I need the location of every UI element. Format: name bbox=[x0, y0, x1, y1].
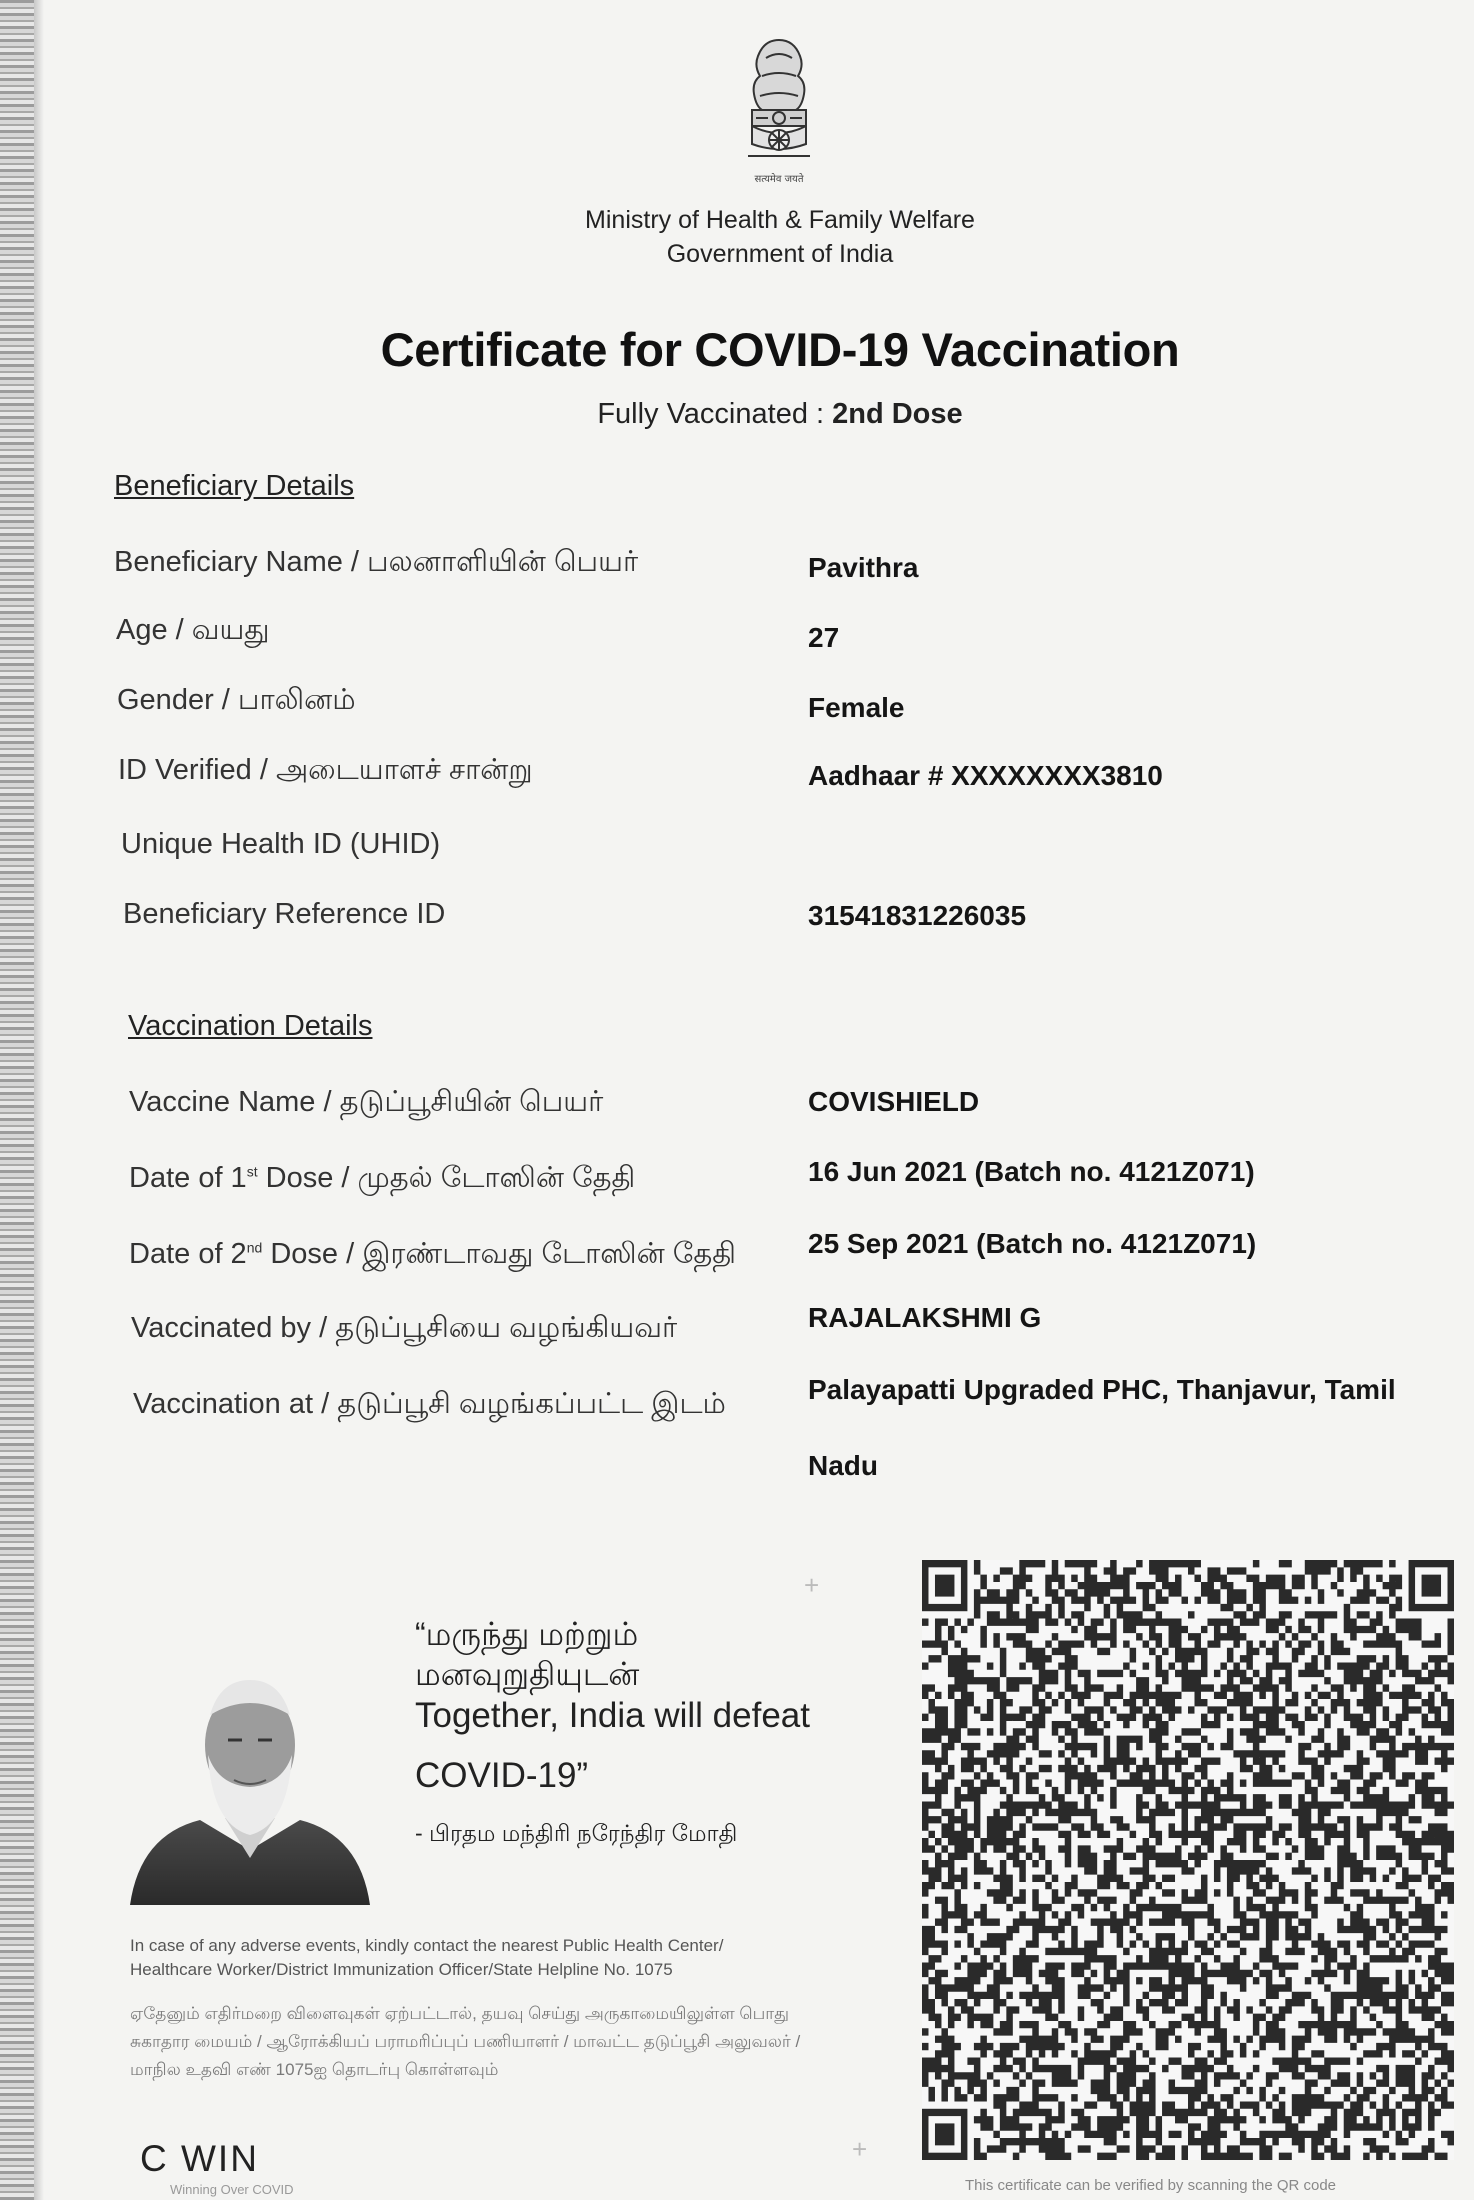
vaccination-status bbox=[440, 398, 1120, 431]
gender-value: Female bbox=[808, 692, 905, 723]
qr-code[interactable] bbox=[922, 1560, 1454, 2160]
certificate-title: Certificate for COVID-19 Vaccination bbox=[380, 323, 1180, 376]
beneficiary-reference-label: Beneficiary Reference ID bbox=[123, 898, 446, 930]
helpline-english-line2: Healthcare Worker/District Immunization Officer/State Helpline No. 1075 bbox=[130, 1960, 673, 1979]
registration-mark-icon: + bbox=[804, 1570, 820, 1600]
vaccination-details-heading: Vaccination Details bbox=[128, 1010, 373, 1042]
helpline-english-line1: In case of any adverse events, kindly contact the nearest Public Health Center/ bbox=[130, 1936, 724, 1955]
vaccinated-by-value: RAJALAKSHMI G bbox=[808, 1302, 1042, 1333]
helpline-tamil-line3: மாநில உதவி எண் 1075ஐ தொடர்பு கொள்ளவும் bbox=[130, 2060, 499, 2079]
cowin-logo: C WIN bbox=[140, 2138, 259, 2179]
portrait-image bbox=[130, 1660, 370, 1905]
second-dose-label: Date of 2nd Dose / இரண்டாவது டோஸின் தேதி bbox=[129, 1238, 737, 1270]
quote-tamil-line2: மனவுறுதியுடன் bbox=[415, 1656, 640, 1692]
second-dose-value: 25 Sep 2021 (Batch no. 4121Z071) bbox=[808, 1228, 1257, 1259]
ministry-name: Ministry of Health & Family Welfare bbox=[585, 206, 975, 234]
uhid-label: Unique Health ID (UHID) bbox=[121, 828, 441, 860]
status-value: 2nd Dose bbox=[832, 398, 963, 430]
quote-english-line2: COVID-19” bbox=[415, 1756, 589, 1795]
cowin-tagline: Winning Over COVID bbox=[170, 2182, 294, 2197]
qr-verify-note: This certificate can be verified by scanning the QR code bbox=[965, 2177, 1337, 2194]
vaccine-name-label: Vaccine Name / தடுப்பூசியின் பெயர் bbox=[129, 1086, 604, 1118]
vaccinated-by-label: Vaccinated by / தடுப்பூசியை வழங்கியவர் bbox=[131, 1312, 678, 1344]
vaccination-at-value-line1: Palayapatti Upgraded PHC, Thanjavur, Tamil bbox=[808, 1374, 1396, 1405]
id-verified-label: ID Verified / அடையாளச் சான்று bbox=[118, 754, 533, 786]
helpline-tamil-line1: ஏதேனும் எதிர்மறை விளைவுகள் ஏற்பட்டால், தயவு செய்து அருகாமையிலுள்ள பொது bbox=[130, 2004, 789, 2023]
age-label: Age / வயது bbox=[116, 614, 270, 646]
beneficiary-name-label: Beneficiary Name / பலனாளியின் பெயர் bbox=[114, 546, 639, 578]
status-label: Fully Vaccinated : bbox=[597, 398, 825, 430]
emblem-motto: सत्यमेव जयते bbox=[754, 174, 804, 185]
scanned-page-edge bbox=[0, 0, 34, 2200]
government-name: Government of India bbox=[666, 240, 894, 268]
vaccination-at-label: Vaccination at / தடுப்பூசி வழங்கப்பட்ட இடம் bbox=[133, 1388, 726, 1420]
quote-tamil-line1: “மருந்து மற்றும் bbox=[415, 1616, 639, 1652]
gender-label: Gender / பாலினம் bbox=[117, 684, 356, 716]
registration-mark-icon-2: + bbox=[852, 2134, 868, 2164]
national-emblem-icon bbox=[738, 36, 820, 188]
vaccination-at-value-line2: Nadu bbox=[808, 1450, 878, 1481]
quote-attribution: - பிரதம மந்திரி நரேந்திர மோதி bbox=[415, 1820, 738, 1846]
beneficiary-name-value: Pavithra bbox=[808, 552, 919, 583]
first-dose-value: 16 Jun 2021 (Batch no. 4121Z071) bbox=[808, 1156, 1255, 1187]
vaccine-name-value: COVISHIELD bbox=[808, 1086, 980, 1117]
age-value: 27 bbox=[808, 622, 840, 653]
beneficiary-details-heading: Beneficiary Details bbox=[114, 470, 355, 502]
scanned-page-shadow bbox=[34, 0, 44, 2200]
quote-english-line1: Together, India will defeat bbox=[415, 1696, 810, 1735]
helpline-tamil-line2: சுகாதார மையம் / ஆரோக்கியப் பராமரிப்புப் பணியாளர் / மாவட்ட தடுப்பூசி அலுவலர் / bbox=[130, 2032, 801, 2051]
first-dose-label: Date of 1st Dose / முதல் டோஸின் தேதி bbox=[129, 1162, 636, 1194]
id-verified-value: Aadhaar # XXXXXXXX3810 bbox=[808, 760, 1163, 791]
beneficiary-reference-value: 31541831226035 bbox=[808, 900, 1027, 931]
